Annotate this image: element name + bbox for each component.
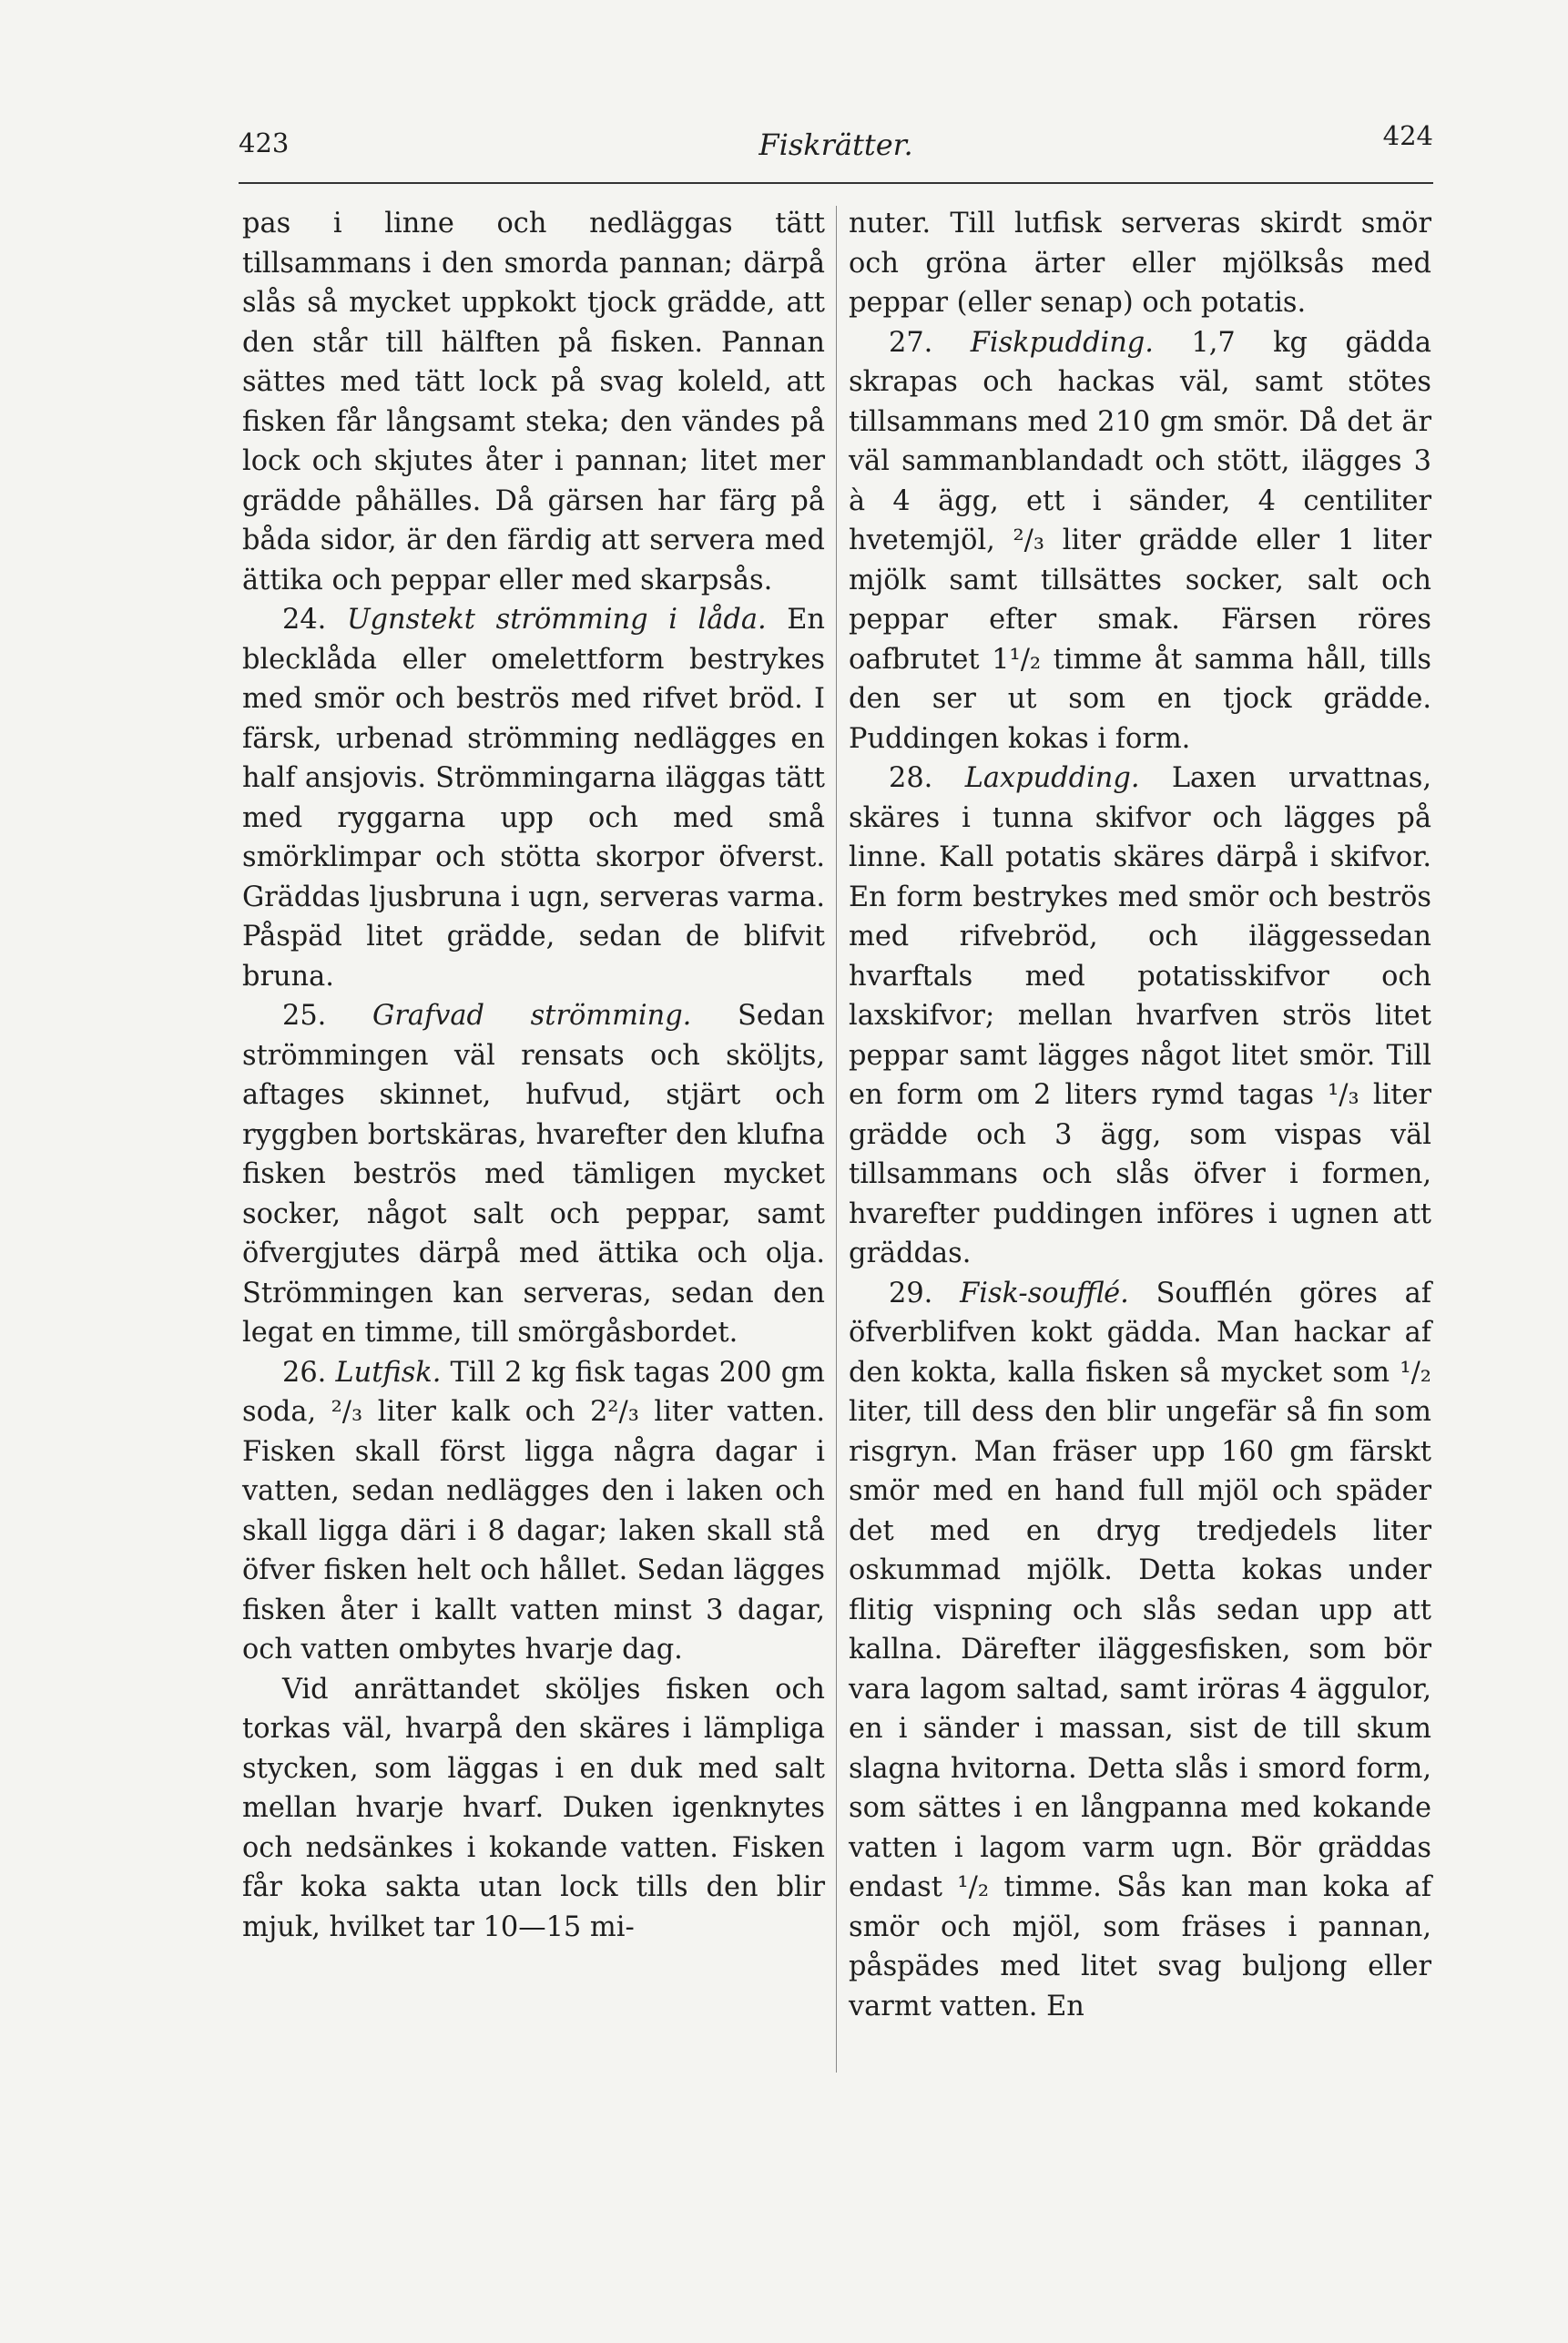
paragraph: nuter. Till lutfisk serveras skirdt smör och gröna ärter eller mjölksås med peppar (eller senap) och potatis. <box>849 208 1431 319</box>
recipe-28 <box>849 759 1431 1274</box>
recipe-text: Sedan strömmingen väl rensats och sköljts, aftages skinnet, hufvud, stjärt och ryggben bortskäras, hvarefter den klufna fisken beströs med tämligen mycket socker, något salt och peppar, samt öfvergjutes därpå med ättika och olja. Strömmingen kan serveras, sedan den legat en timme, till smörgåsbordet. <box>242 1000 825 1349</box>
recipe-text: Laxen urvattnas, skäres i tunna skifvor och lägges på linne. Kall potatis skäres därpå i skifvor. En form bestrykes med smör och beströs med rifvebröd, och iläggessedan hvarftals med potatisskifvor och laxskifvor; mellan hvarfven strös litet peppar samt lägges något litet smör. Till en form om 2 liters rymd tagas ¹/₃ liter grädde och 3 ägg, som vispas väl tillsammans och slås öfver i formen, hvarefter puddingen införes i ugnen att gräddas. <box>849 762 1431 1269</box>
paragraph: pas i linne och nedläggas tätt tillsammans i den smorda pannan; därpå slås så mycket uppkokt tjock grädde, att den står till hälften på fisken. Pannan sättes med tätt lock på svag koleld, att fisken får långsamt steka; den vändes på lock och skjutes åter i pannan; litet mer grädde påhälles. Då gärsen har färg på båda sidor, är den färdig att servera med ättika och peppar eller med skarpsås. <box>242 208 825 596</box>
recipe-title: Grafvad strömming. <box>372 1000 738 1032</box>
recipe-number: 28. <box>889 762 965 794</box>
recipe-title: Fiskpudding. <box>970 326 1192 359</box>
recipe-text: En blecklåda eller omelettform bestrykes med smör och beströs med rifvet bröd. I färsk, urbenad strömming nedlägges en half ansjovis. Strömmingarna iläggas tätt med ryggarna upp och med små smörklimpar och stötta skorpor öfverst. Gräddas ljusbruna i ugn, serveras varma. Påspäd litet grädde, sedan de blifvit bruna. <box>242 604 825 993</box>
recipe-29 <box>849 1274 1431 2027</box>
paragraph: Vid anrättandet sköljes fisken och torkas väl, hvarpå den skäres i lämpliga stycken, som läggas i en duk med salt mellan hvarje hvarf. Duken igenknytes och nedsänkes i kokande vatten. Fisken får koka sakta utan lock tills den blir mjuk, hvilket tar 10—15 mi- <box>242 1673 825 1943</box>
header-rule <box>239 182 1433 184</box>
recipe-number: 26. <box>282 1356 336 1389</box>
recipe-title: Ugnstekt strömming i låda. <box>346 604 788 636</box>
running-title: Fiskrätter. <box>759 127 913 162</box>
recipe-text: 1,7 kg gädda skrapas och hackas väl, samt stötes tillsammans med 210 gm smör. Då det är väl sammanblandadt och stött, ilägges 3 à 4 ägg, ett i sänder, 4 centiliter hvetemjöl, ²/₃ liter grädde eller 1 liter mjölk samt tillsättes socker, salt och peppar efter smak. Färsen röres oafbrutet 1¹/₂ timme åt samma håll, tills den ser ut som en tjock grädde. Puddingen kokas i form. <box>849 326 1432 755</box>
recipe-title: Lutfisk. <box>335 1356 451 1389</box>
column-divider <box>836 206 837 2073</box>
recipe-title: Laxpudding. <box>964 762 1172 794</box>
recipe-27 <box>849 323 1431 759</box>
recipe-number: 25. <box>282 1000 373 1032</box>
recipe-25 <box>242 996 825 1353</box>
recipe-text: Soufflén göres af öfverblifven kokt gädda. Man hackar af den kokta, kalla fisken så mycket som ¹/₂ liter, till dess den blir ungefär så fin som risgryn. Man fräser upp 160 gm färskt smör med en hand full mjöl och späder det med en dryg tredjedels liter oskummad mjölk. Detta kokas under flitig vispning och slås sedan upp att kallna. Därefter iläggesfisken, som bör vara lagom saltad, samt iröras 4 äggulor, en i sänder i massan, sist de till skum slagna hvitorna. Detta slås i smord form, som sättes i en långpanna med kokande vatten i lagom varm ugn. Bör gräddas endast ¹/₂ timme. Sås kan man koka af smör och mjöl, som fräses i pannan, påspädes med litet svag buljong eller varmt vatten. En <box>849 1277 1431 2022</box>
page-number-right: 424 <box>1382 120 1433 151</box>
page-number-left: 423 <box>239 127 290 158</box>
recipe-number: 27. <box>889 326 971 359</box>
right-column <box>849 204 1431 2026</box>
recipe-24 <box>242 600 825 996</box>
recipe-text: Till 2 kg fisk tagas 200 gm soda, ²/₃ liter kalk och 2²/₃ liter vatten. Fisken skall först ligga några dagar i vatten, sedan nedlägges den i laken och skall ligga däri i 8 dagar; laken skall stå öfver fisken helt och hållet. Sedan lägges fisken åter i kallt vatten minst 3 dagar, och vatten ombytes hvarje dag. <box>242 1356 825 1666</box>
recipe-26 <box>242 1353 825 1670</box>
recipe-title: Fisk-soufflé. <box>960 1277 1156 1309</box>
recipe-number: 29. <box>889 1277 961 1309</box>
left-column <box>242 204 825 1947</box>
recipe-number: 24. <box>282 604 347 636</box>
page-header <box>239 120 1433 182</box>
